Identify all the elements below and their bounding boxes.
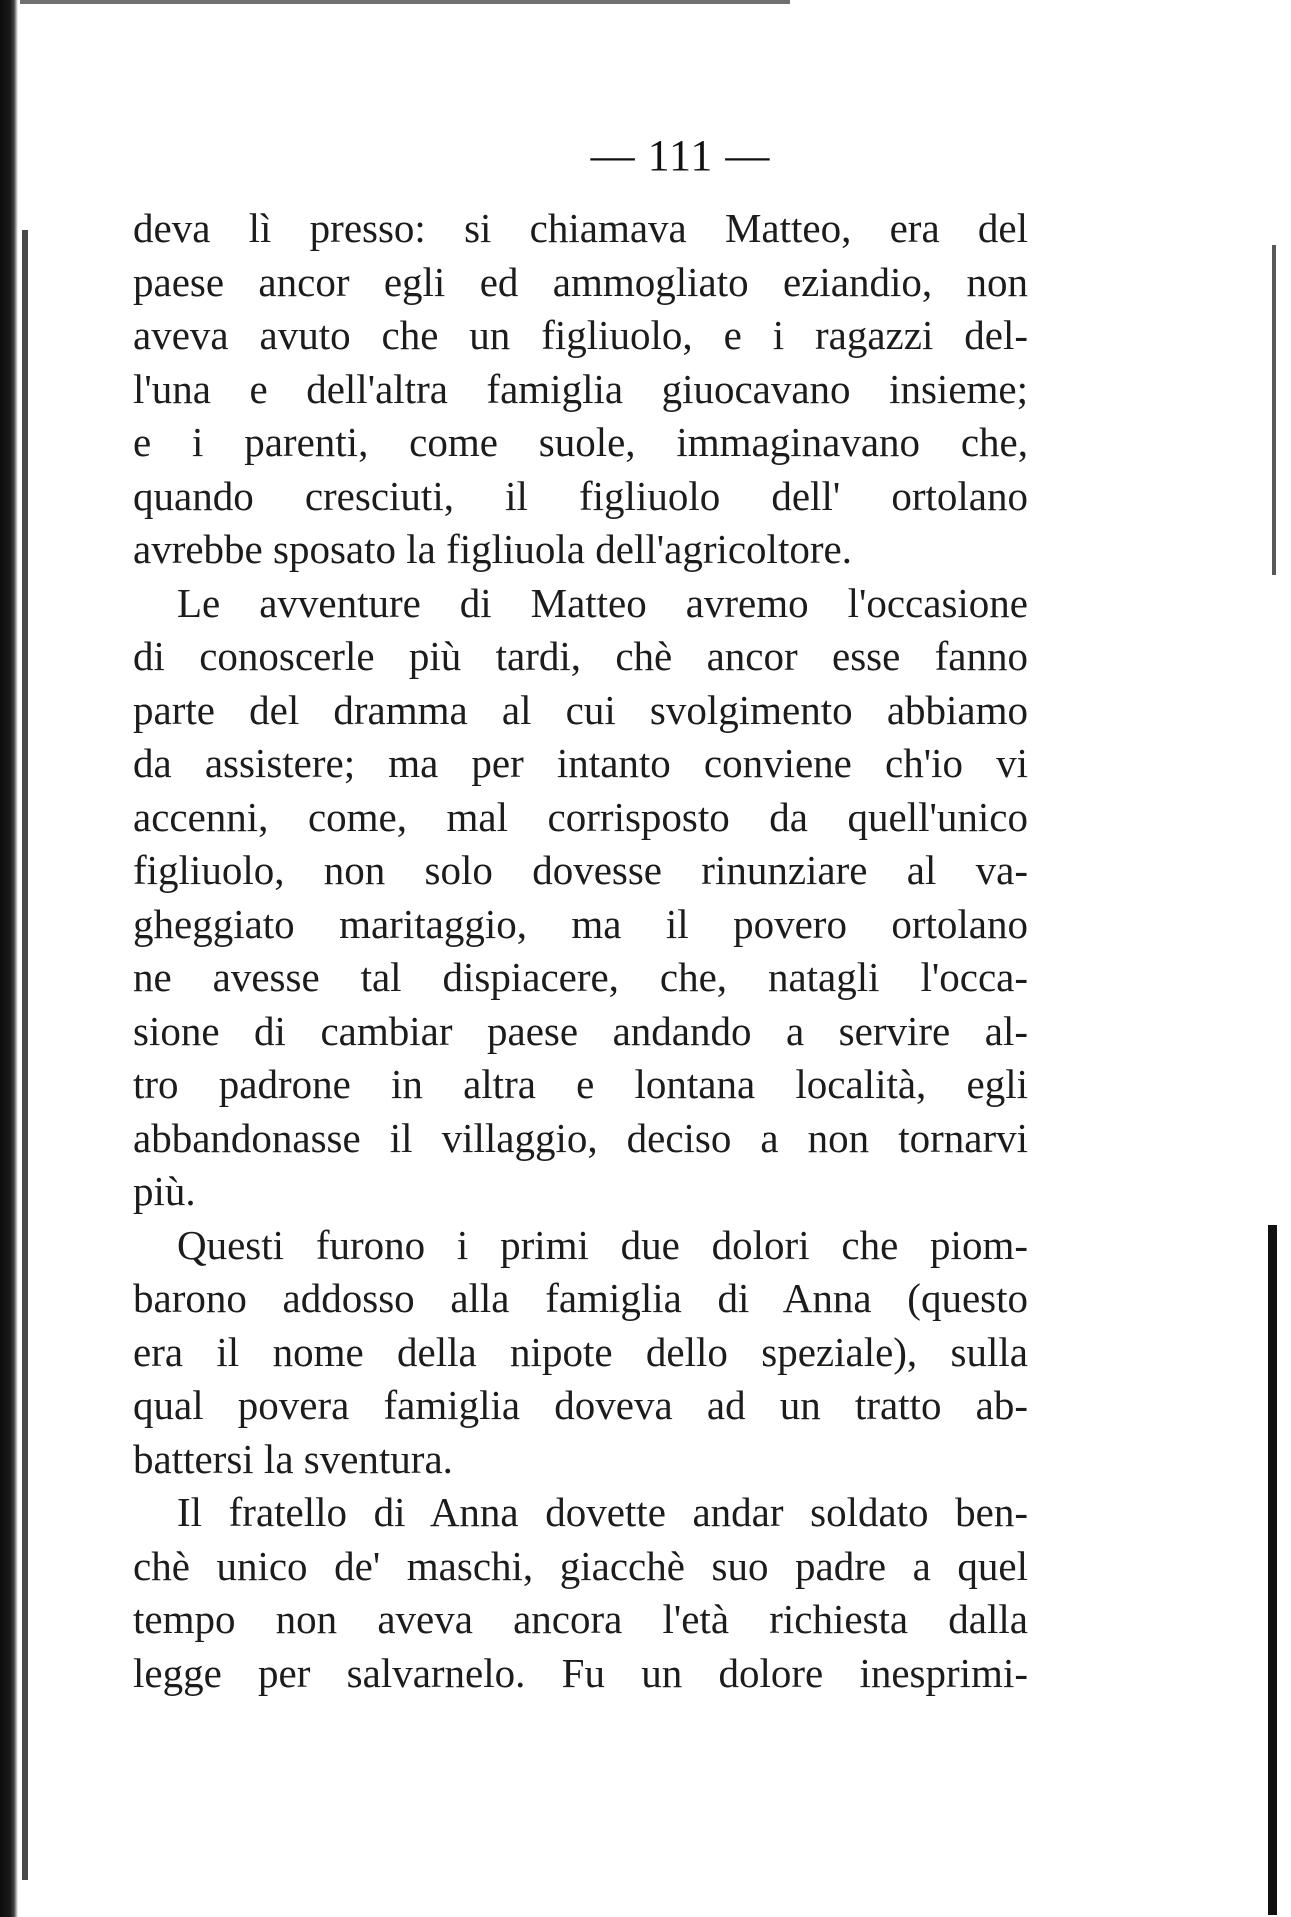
text-line: abbandonasse il villaggio, deciso a non tornarvi [133,1114,1028,1161]
text-line: più. [133,1168,196,1214]
text-line: e i parenti, come suole, immaginavano che, [133,419,1028,465]
page-number: — 111 — [590,131,771,180]
text-line: l'una e dell'altra famiglia giuocavano insieme; [133,365,1028,412]
text-line: chè unico de' maschi, giacchè suo padre a quel [133,1542,1028,1589]
scan-top-edge [20,0,790,18]
text-line: aveva avuto che un figliuolo, e i ragazzi del- [133,312,1028,358]
text-line: quando cresciuti, il figliuolo dell' ortolano [133,472,1028,519]
text-line: Il fratello di Anna dovette andar soldato ben- [177,1489,1028,1535]
scan-right-edge-bar [1268,1225,1277,1915]
text-line: ne avesse tal dispiacere, che, natagli l'occa- [133,954,1028,1000]
body-text [133,202,1028,1700]
scan-binding-shadow [22,230,28,1880]
text-line: Le avventure di Matteo avremo l'occasione [177,579,1028,626]
scan-right-edge-mark [1272,245,1276,575]
text-line: legge per salvarnelo. Fu un dolore inesprimi- [133,1649,1028,1696]
text-line: barono addosso alla famiglia di Anna (questo [133,1275,1028,1321]
text-line: era il nome della nipote dello speziale), sulla [133,1328,1028,1375]
text-line: battersi la sventura. [133,1435,453,1482]
scan-binding-edge [0,0,18,1917]
text-line: tempo non aveva ancora l'età richiesta dalla [133,1596,1028,1642]
text-line: gheggiato maritaggio, ma il povero ortolano [133,900,1028,947]
text-line: accenni, come, mal corrisposto da quell'unico [133,793,1028,840]
text-line: sione di cambiar paese andando a servire al- [133,1007,1028,1054]
text-line: di conoscerle più tardi, chè ancor esse fanno [133,633,1028,679]
text-line: qual povera famiglia doveva ad un tratto ab- [133,1382,1028,1428]
text-line: deva lì presso: si chiamava Matteo, era del [133,205,1028,251]
text-line: parte del dramma al cui svolgimento abbiamo [133,686,1028,733]
text-line: avrebbe sposato la figliuola dell'agricoltore. [133,526,852,572]
text-line: tro padrone in altra e lontana località, egli [133,1061,1028,1107]
text-line: Questi furono i primi due dolori che piom- [177,1221,1028,1268]
text-line: figliuolo, non solo dovesse rinunziare al va- [133,847,1028,893]
text-line: paese ancor egli ed ammogliato eziandio, non [133,258,1028,305]
text-line: da assistere; ma per intanto conviene ch'io vi [133,740,1028,786]
